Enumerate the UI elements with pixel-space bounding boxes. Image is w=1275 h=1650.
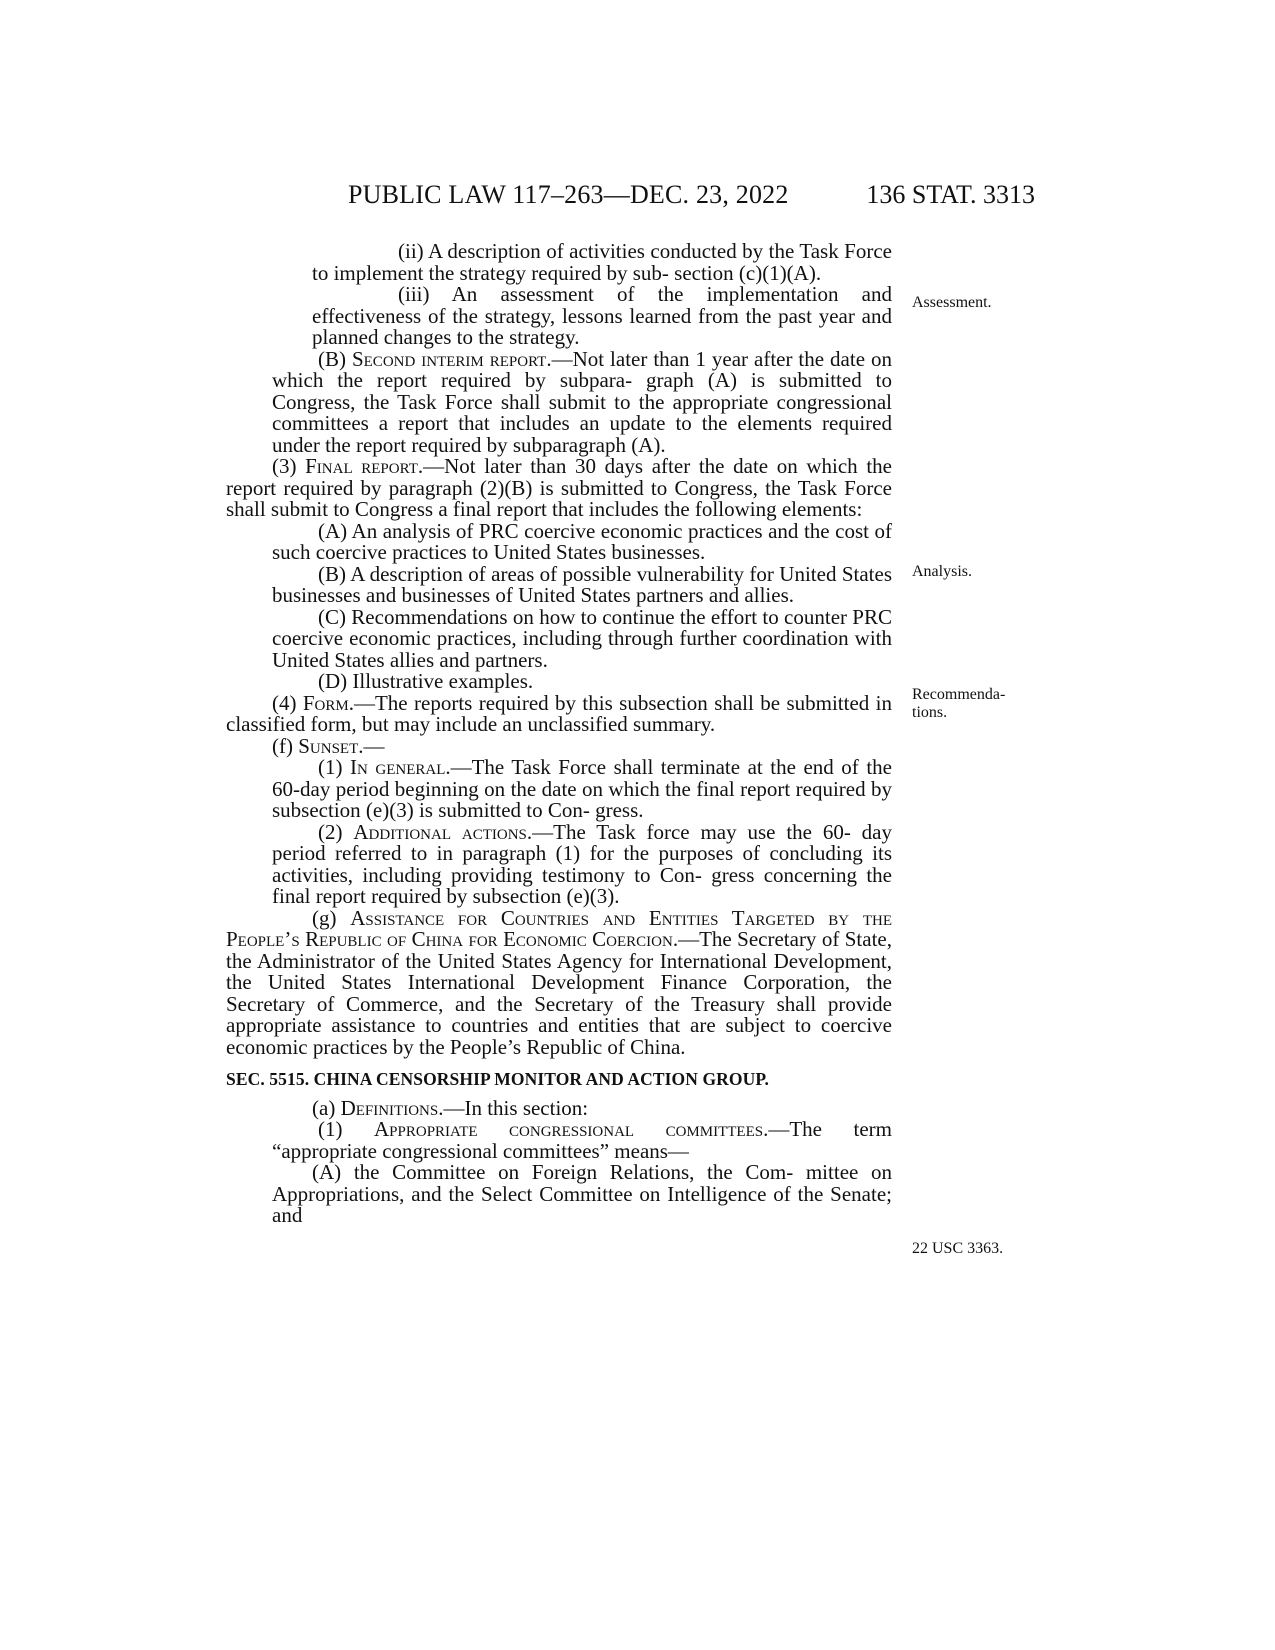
margin-note-assessment: Assessment. (912, 294, 992, 311)
page-folio: 136 STAT. 3313 (866, 180, 1035, 209)
subparagraph-b-label: (B) (318, 346, 352, 371)
clause-ii: (ii) A description of activities conducted by the Task Force to implement the strategy required by sub- section (c)(1)(A). (312, 239, 892, 285)
subsection-f-1 (226, 757, 892, 822)
subsection-f-1-label: (1) (318, 755, 351, 779)
paragraph-3-d: (D) Illustrative examples. (318, 669, 534, 693)
subsection-f-2 (226, 819, 892, 908)
paragraph-4 (226, 690, 892, 736)
statute-body (226, 241, 892, 1227)
paragraph-3-text: .—Not later than 30 days after the date on which the report required by paragraph (2)(B) is submitted to Congress, the Task Force shall submit to Congress a final report that includes the following elements: (226, 454, 892, 521)
subsection-f-text: .— (358, 733, 385, 758)
subsection-f-1-heading: In general (350, 755, 446, 779)
subsection-g-heading: Assistance for Countries and Entities Targeted by the People’s Republic of China for Economic Coercion (226, 905, 892, 951)
subsection-f-label: (f) (272, 733, 299, 758)
paragraph-3 (226, 456, 892, 521)
subsection-g (226, 905, 892, 1059)
subsection-f (226, 733, 892, 758)
paragraph-3-label: (3) (272, 454, 306, 478)
margin-note-analysis: Analysis. (912, 563, 972, 580)
subsection-f-2-heading: Additional actions (353, 819, 527, 844)
subsection-a-text: .—In this section: (438, 1095, 589, 1120)
paragraph-4-text: .—The reports required by this subsection shall be submitted in classified form, but may include an unclassified summary. (226, 690, 892, 736)
subsection-g-text: .—The Secretary of State, the Administrator of the United States Agency for International Development, the United States International Development Finance Corporation, the Secretary of Commerce, and the Secretary of the Treasury shall provide appropriate assistance to countries and entities that are subject to coercive economic practices by the People’s Republic of China. (226, 927, 892, 1059)
subsection-g-label: (g) (312, 905, 351, 930)
subsection-f-2-label: (2) (318, 819, 354, 844)
paragraph-4-label: (4) (272, 690, 303, 715)
margin-note-recommendations-line2: tions. (912, 704, 948, 721)
subparagraph-b-heading: Second interim report (351, 346, 547, 371)
subparagraph-b (226, 346, 892, 457)
running-head: PUBLIC LAW 117–263—DEC. 23, 2022 (348, 180, 789, 209)
clause-iii: (iii) An assessment of the implementation and effectiveness of the strategy, lessons learned from the past year and planned changes to the strategy. (312, 282, 892, 349)
subparagraph-b-text: .—Not later than 1 year after the date on which the report required by subpara- graph (A) is submitted to Congress, the Task Force shall submit to the appropriate congressional committees a report that includes an update to the elements required under the report required by subparagraph (A). (272, 346, 892, 457)
subsection-f-1-text: .—The Task Force shall terminate at the end of the 60-day period beginning on the date on which the final report required by subsection (e)(3) is submitted to Con- gress. (272, 755, 892, 822)
page-header (0, 180, 1275, 220)
paragraph-3-a: (A) An analysis of PRC coercive economic practices and the cost of such coercive practices to United States businesses. (272, 518, 892, 564)
margin-note-recommendations-line1: Recommenda- (912, 686, 1006, 703)
margin-note-recommendations (912, 686, 1005, 722)
subsection-a-1 (226, 1119, 892, 1162)
subsection-a-1-heading: Appropriate congressional committees (374, 1117, 764, 1141)
margin-note-usc: 22 USC 3363. (912, 1240, 1004, 1257)
subsection-a-label: (a) (312, 1095, 341, 1120)
paragraph-4-heading: Form (302, 690, 349, 715)
section-heading: SEC. 5515. CHINA CENSORSHIP MONITOR AND ACTION GROUP. (226, 1069, 770, 1089)
subsection-f-heading: Sunset (298, 733, 359, 758)
subsection-a-1-a: (A) the Committee on Foreign Relations, the Com- mittee on Appropriations, and the Select Committee on Intelligence of the Senate; and (272, 1160, 892, 1227)
paragraph-3-b: (B) A description of areas of possible vulnerability for United States businesses and businesses of United States partners and allies. (272, 561, 892, 607)
paragraph-3-heading: Final report (305, 454, 418, 478)
subsection-a-1-label: (1) (318, 1117, 375, 1141)
paragraph-3-c: (C) Recommendations on how to continue the effort to counter PRC coercive economic practices, including through further coordination with United States allies and partners. (272, 604, 892, 672)
subsection-f-2-text: .—The Task force may use the 60- day period referred to in paragraph (1) for the purposes of concluding its activities, including providing testimony to Con- gress concerning the final report required by subsection (e)(3). (272, 819, 892, 908)
subsection-a-heading: Definitions (340, 1095, 439, 1120)
subsection-a-1-text: .—The term “appropriate congressional committees” means— (272, 1117, 892, 1163)
subsection-a (226, 1095, 892, 1120)
